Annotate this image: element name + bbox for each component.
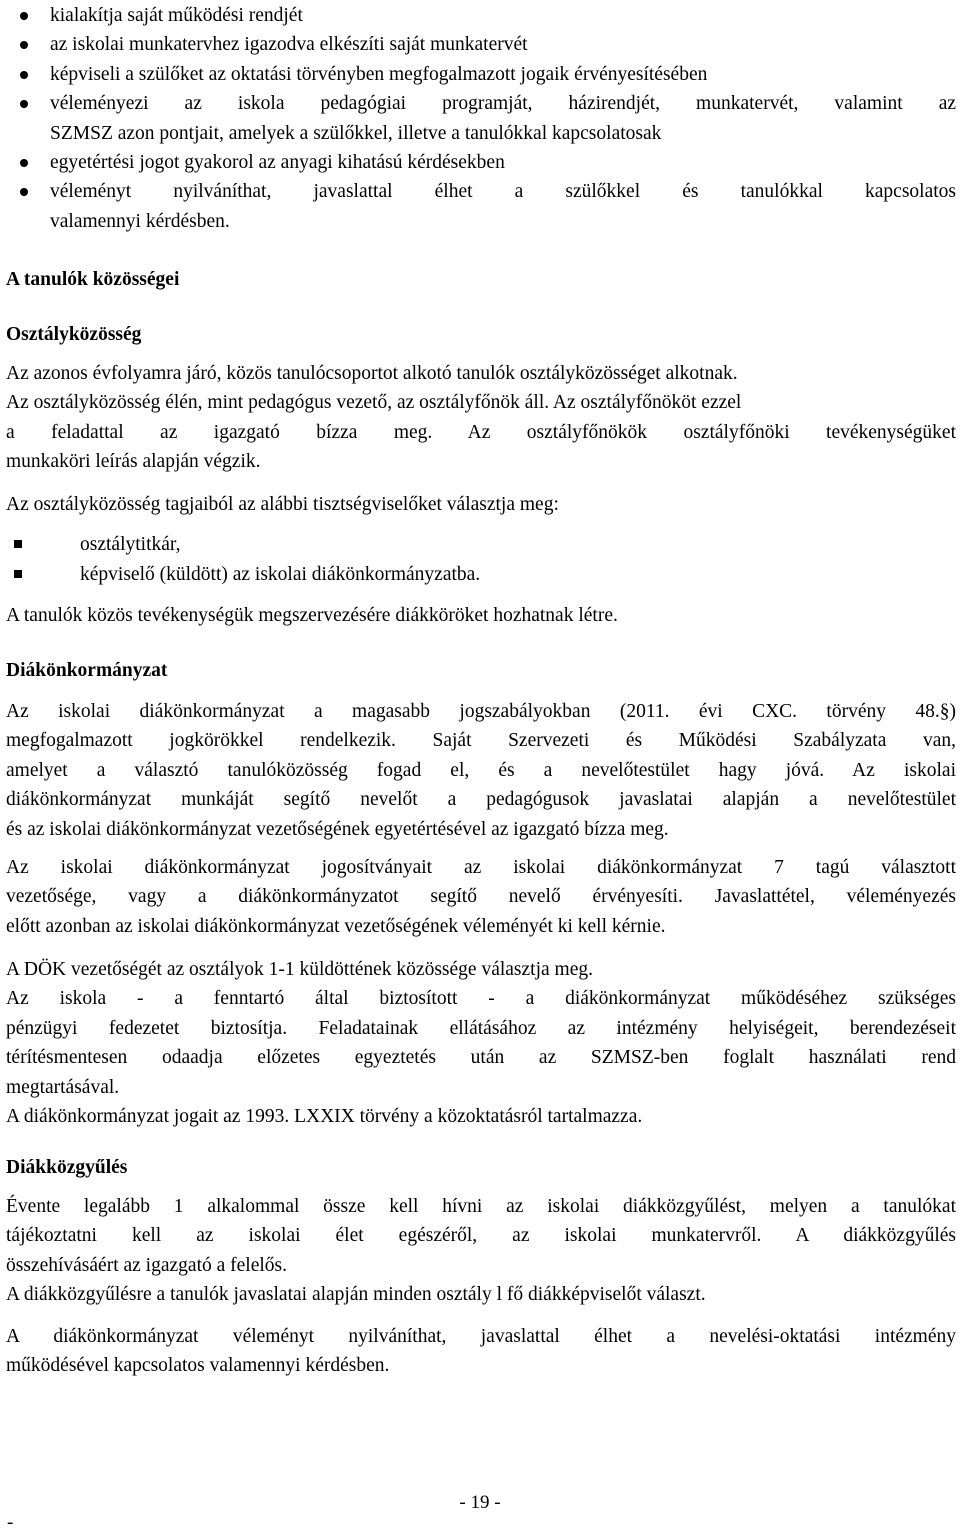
square-bullet-icon xyxy=(14,570,22,578)
bullet-icon xyxy=(20,71,28,79)
list-item: osztálytitkár, xyxy=(80,530,480,560)
heading-diakkozgyules: Diákközgyűlés xyxy=(6,1157,128,1178)
heading-diakonkormanyzat: Diákönkormányzat xyxy=(6,660,168,681)
bullet-list xyxy=(50,1,956,236)
list-item: képviselő (küldött) az iskolai diákönkormányzatba. xyxy=(80,560,480,590)
paragraph-kozgyules-2: A diákönkormányzat véleményt nyilváníthat, javaslattal élhet a nevelési-oktatási intézmény működésével kapcsolatos valamennyi kérdésben. xyxy=(6,1326,956,1377)
heading-tanulok: A tanulók közösségei xyxy=(6,269,180,290)
officer-list xyxy=(80,530,480,590)
paragraph-osztaly-3: A tanulók közös tevékenységük megszervezésére diákköröket hozhatnak létre. xyxy=(6,605,618,626)
paragraph-osztaly-2: Az osztályközösség tagjaiból az alábbi tisztségviselőket választja meg: xyxy=(6,494,559,515)
bullet-continuation: valamennyi kérdésben. xyxy=(50,210,230,232)
page-number: - 19 - xyxy=(459,1492,501,1513)
square-bullet-icon xyxy=(14,540,22,548)
bullet-icon xyxy=(20,188,28,196)
heading-osztalykozosseg: Osztályközösség xyxy=(6,324,142,345)
footer-dash: - xyxy=(7,1512,14,1533)
bullet-continuation: SZMSZ azon pontjait, amelyek a szülőkkel, illetve a tanulókkal kapcsolatosak xyxy=(50,122,662,144)
bullet-item: egyetértési jogot gyakorol az anyagi kihatású kérdésekben xyxy=(50,148,956,177)
bullet-item: véleményt nyilváníthat, javaslattal élhet a szülőkkel és tanulókkal kapcsolatos xyxy=(50,177,956,206)
bullet-item: az iskolai munkatervhez igazodva elkészíti saját munkatervét xyxy=(50,30,956,59)
paragraph-kozgyules-1: Évente legalább 1 alkalommal össze kell hívni az iskolai diákközgyűlést, melyen a tanulókat tájékoztatni kell az iskolai élet egészéről, az iskolai munkatervről. A diákközgyűlés összehívásáért az igazgató a felelős. A diákközgyűlésre a tanulók javaslatai alapján minden osztály l fő diákképviselőt választ. xyxy=(6,1196,956,1306)
paragraph-osztaly-1: Az azonos évfolyamra járó, közös tanulócsoportot alkotó tanulók osztályközösséget alkotnak. Az osztályközösség élén, mint pedagógus vezető, az osztályfőnök áll. Az osztályfőnököt ezzel a feladattal az igazgató bízza meg. Az osztályfőnökök osztályfőnöki tevékenységüket munkaköri leírás alapján végzik. xyxy=(6,363,956,473)
bullet-item: véleményezi az iskola pedagógiai programját, házirendjét, munkatervét, valamint az xyxy=(50,89,956,118)
bullet-item: képviseli a szülőket az oktatási törvényben megfogalmazott jogaik érvényesítésében xyxy=(50,60,956,89)
bullet-icon xyxy=(20,159,28,167)
paragraph-dok-2: Az iskolai diákönkormányzat jogosítványait az iskolai diákönkormányzat 7 tagú választott vezetősége, vagy a diákönkormányzatot segítő nevelő érvényesíti. Javaslattétel, véleményezés előtt azonban az iskolai diákönkormányzat vezetőségének véleményét ki kell kérnie. xyxy=(6,857,956,937)
bullet-icon xyxy=(20,12,28,20)
bullet-icon xyxy=(20,100,28,108)
bullet-icon xyxy=(20,41,28,49)
paragraph-dok-1: Az iskolai diákönkormányzat a magasabb jogszabályokban (2011. évi CXC. törvény 48.§) megfogalmazott jogkörökkel rendelkezik. Saját Szervezeti és Működési Szabályzata van, amelyet a választó tanulóközösség fogad el, és a nevelőtestület hagy jóvá. Az iskolai diákönkormányzat munkáját segítő nevelőt a pedagógusok javaslatai alapján a nevelőtestület és az iskolai diákönkormányzat vezetőségének egyetértésével az igazgató bízza meg. xyxy=(6,701,956,840)
paragraph-dok-3: A DÖK vezetőségét az osztályok 1-1 küldöttének közössége választja meg. Az iskola - a fenntartó által biztosított - a diákönkormányzat működéséhez szükséges pénzügyi fedezetet biztosítja. Feladatainak ellátásához az intézmény helyiségeit, berendezéseit térítésmentesen odaadja előzetes egyeztetés után az SZMSZ-ben foglalt használati rend megtartásával. A diákönkormányzat jogait az 1993. LXXIX törvény a közoktatásról tartalmazza. xyxy=(6,959,956,1128)
bullet-item: kialakítja saját működési rendjét xyxy=(50,1,956,30)
